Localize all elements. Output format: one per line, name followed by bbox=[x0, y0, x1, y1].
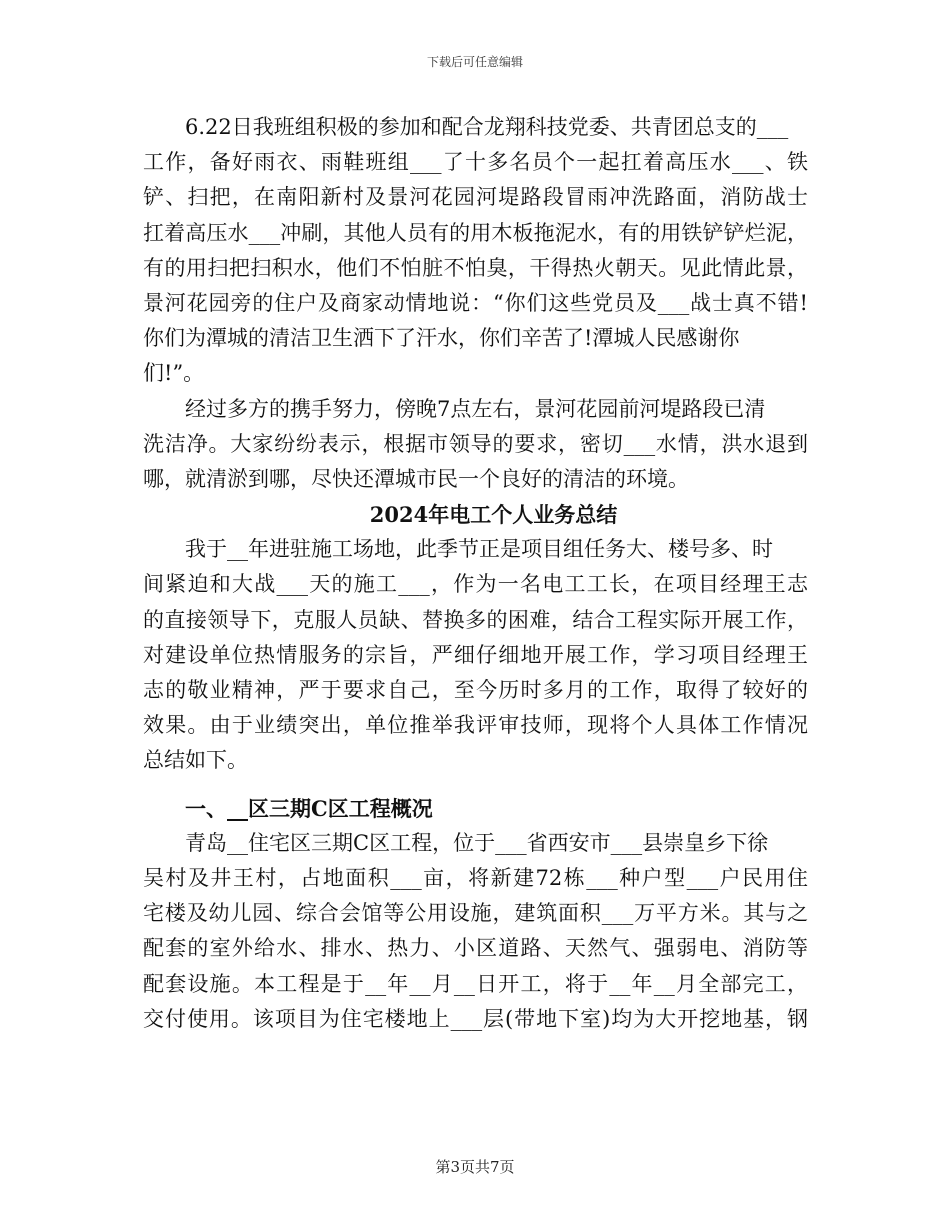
paragraph-line: 哪，就清淤到哪，尽快还潭城市民一个良好的清洁的环境。 bbox=[143, 466, 689, 491]
section-title: 2024年电工个人业务总结 bbox=[369, 502, 618, 528]
paragraph-line: 景河花园旁的住户及商家动情地说：“你们这些党员及___战士真不错! bbox=[143, 290, 808, 315]
paragraph-line: 的直接领导下，克服人员缺、替换多的困难，结合工程实际开展工作， bbox=[143, 607, 808, 632]
paragraph-line: 经过多方的携手努力，傍晚7点左右，景河花园前河堤路段已清 bbox=[185, 396, 766, 421]
paragraph-line: 青岛__住宅区三期C区工程，位于___省西安市___县崇皇乡下徐 bbox=[185, 830, 769, 855]
paragraph-line: 吴村及井王村，占地面积___亩，将新建72栋___种户型___户民用住 bbox=[143, 865, 808, 890]
paragraph-line: 总结如下。 bbox=[143, 748, 248, 773]
page-header: 下载后可任意编辑 bbox=[426, 55, 523, 69]
paragraph-line: 配套的室外给水、排水、热力、小区道路、天然气、强弱电、消防等 bbox=[143, 936, 808, 961]
paragraph-line: 有的用扫把扫积水，他们不怕脏不怕臭，干得热火朝天。见此情此景， bbox=[143, 255, 808, 280]
paragraph-line: 工作，备好雨衣、雨鞋班组___了十多名员个一起扛着高压水___、铁 bbox=[143, 150, 808, 175]
paragraph-line: 6.22日我班组积极的参加和配合龙翔科技党委、共青团总支的___ bbox=[185, 115, 789, 139]
paragraph-line: 你们为潭城的清洁卫生洒下了汗水，你们辛苦了!潭城人民感谢你 bbox=[143, 326, 740, 351]
paragraph-line: 扛着高压水___冲刷，其他人员有的用木板拖泥水，有的用铁铲铲烂泥， bbox=[143, 220, 808, 245]
paragraph-line: 志的敬业精神，严于要求自己，至今历时多月的工作，取得了较好的 bbox=[143, 678, 808, 702]
paragraph-line: 洗洁净。大家纷纷表示，根据市领导的要求，密切___水情，洪水退到 bbox=[143, 431, 808, 456]
subsection-heading: 一、__区三期C区工程概况 bbox=[185, 795, 433, 821]
paragraph-line: 交付使用。该项目为住宅楼地上___层(带地下室)均为大开挖地基，钢 bbox=[143, 1006, 808, 1031]
document-body bbox=[143, 110, 808, 1037]
page-number: 第3页共7页 bbox=[435, 1158, 515, 1176]
paragraph-line: 对建设单位热情服务的宗旨，严细仔细地开展工作，学习项目经理王 bbox=[143, 642, 808, 667]
paragraph-line: 间紧迫和大战___天的施工___，作为一名电工工长，在项目经理王志 bbox=[143, 572, 808, 597]
paragraph-line: 配套设施。本工程是于__年__月__日开工，将于__年__月全部完工， bbox=[143, 971, 808, 996]
paragraph-line: 我于__年进驻施工场地，此季节正是项目组任务大、楼号多、时 bbox=[185, 537, 773, 562]
paragraph-line: 宅楼及幼儿园、综合会馆等公用设施，建筑面积___万平方米。其与之 bbox=[143, 901, 808, 926]
paragraph-line: 效果。由于业绩突出，单位推举我评审技师，现将个人具体工作情况 bbox=[143, 713, 808, 738]
paragraph-line: 们!”。 bbox=[143, 361, 205, 386]
paragraph-line: 铲、扫把，在南阳新村及景河花园河堤路段冒雨冲洗路面，消防战士 bbox=[143, 185, 808, 210]
